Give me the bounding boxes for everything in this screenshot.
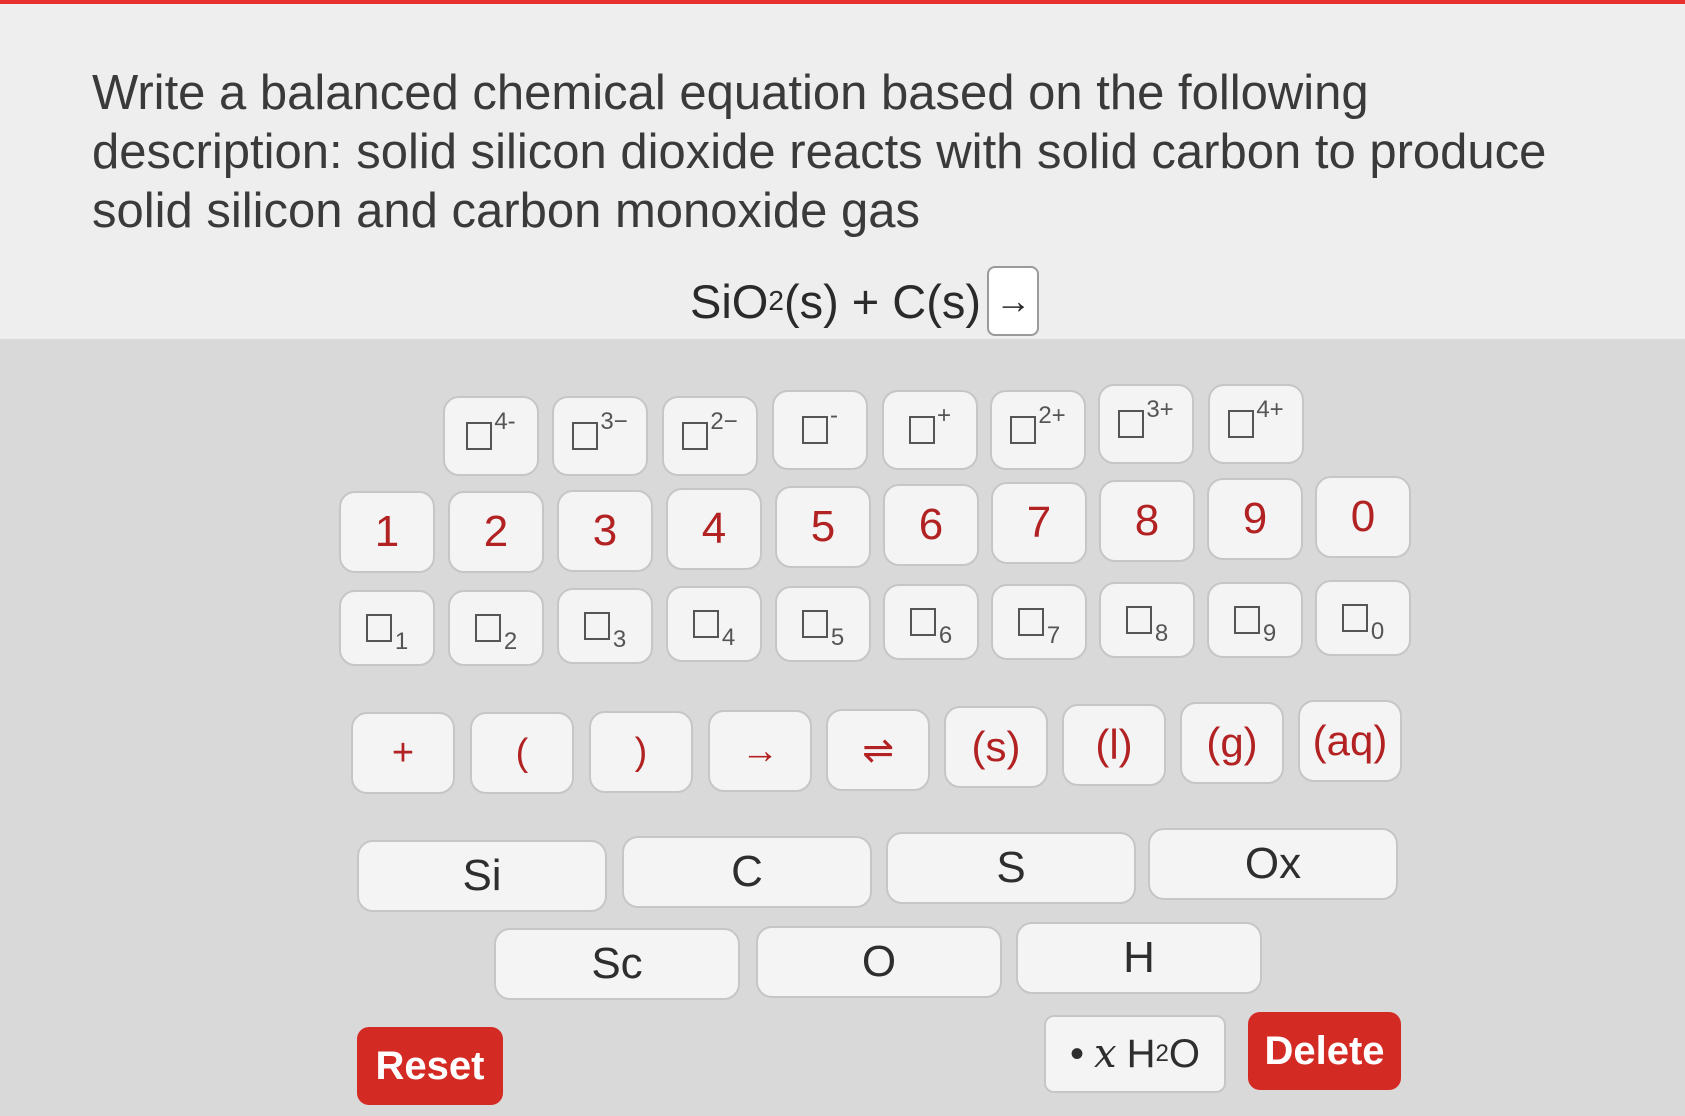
square-placeholder-icon <box>466 422 492 450</box>
square-placeholder-icon <box>1018 608 1044 636</box>
charge-label: 2− <box>710 408 738 435</box>
gas-state-key[interactable]: (g) <box>1180 702 1284 784</box>
element-key[interactable]: C <box>622 836 872 908</box>
charge-label: 2+ <box>1038 402 1066 429</box>
water-formula-h: H <box>1126 1031 1156 1076</box>
subscript-label: 1 <box>394 628 409 655</box>
square-placeholder-icon <box>1228 410 1254 438</box>
square-placeholder-icon <box>584 612 610 640</box>
charge-key[interactable] <box>882 390 978 470</box>
reset-button[interactable]: Reset <box>357 1027 503 1105</box>
equation-reactant-2: (s) + C(s) <box>783 274 982 328</box>
number-key[interactable]: 3 <box>557 490 653 572</box>
water-subscript: 2 <box>1155 1040 1169 1067</box>
number-key[interactable]: 9 <box>1207 478 1303 560</box>
square-placeholder-icon <box>1234 606 1260 634</box>
square-placeholder-icon <box>693 610 719 638</box>
charge-label: + <box>936 402 951 429</box>
number-key[interactable]: 7 <box>991 482 1087 564</box>
subscript-key[interactable] <box>557 588 653 664</box>
charge-label: 4+ <box>1256 396 1284 423</box>
arrow-icon: → <box>995 280 1032 321</box>
square-placeholder-icon <box>910 608 936 636</box>
number-key[interactable]: 2 <box>448 491 544 573</box>
number-key[interactable]: 5 <box>775 486 871 568</box>
charge-label: - <box>830 402 838 429</box>
liquid-state-key[interactable]: (l) <box>1062 704 1166 786</box>
equation-subscript: 2 <box>768 285 784 316</box>
charge-key[interactable] <box>552 396 648 476</box>
equation-display <box>690 266 1039 336</box>
subscript-label: 9 <box>1262 620 1277 647</box>
close-paren-key[interactable]: ) <box>589 711 693 793</box>
subscript-label: 8 <box>1154 620 1169 647</box>
square-placeholder-icon <box>475 614 501 642</box>
charge-key[interactable] <box>443 396 539 476</box>
square-placeholder-icon <box>909 416 935 444</box>
subscript-key[interactable] <box>1315 580 1411 656</box>
arrow-key[interactable]: → <box>708 710 812 792</box>
aqueous-state-key[interactable]: (aq) <box>1298 700 1402 782</box>
charge-label: 3+ <box>1146 396 1174 423</box>
question-panel <box>0 4 1685 339</box>
element-key[interactable]: Ox <box>1148 828 1398 900</box>
delete-button[interactable]: Delete <box>1248 1012 1401 1090</box>
water-template-button[interactable] <box>1044 1015 1226 1093</box>
charge-key[interactable] <box>1208 384 1304 464</box>
element-key[interactable]: H <box>1016 922 1262 994</box>
subscript-key[interactable] <box>339 590 435 666</box>
bullet-icon: • <box>1070 1031 1085 1076</box>
element-key[interactable]: S <box>886 832 1136 904</box>
equilibrium-key[interactable]: ⇌ <box>826 709 930 791</box>
square-placeholder-icon <box>682 422 708 450</box>
square-placeholder-icon <box>802 416 828 444</box>
subscript-key[interactable] <box>448 590 544 666</box>
square-placeholder-icon <box>1126 606 1152 634</box>
variable-x: x <box>1094 1031 1117 1077</box>
question-text: Write a balanced chemical equation based on the following description: solid silicon dioxide reacts with solid carbon to produce solid silicon and carbon monoxide gas <box>92 66 1547 238</box>
subscript-label: 7 <box>1046 622 1061 649</box>
subscript-label: 2 <box>503 628 518 655</box>
element-key[interactable]: Sc <box>494 928 740 1000</box>
subscript-label: 6 <box>938 622 953 649</box>
charge-label: 3− <box>600 408 628 435</box>
number-key[interactable]: 1 <box>339 491 435 573</box>
number-key[interactable]: 0 <box>1315 476 1411 558</box>
subscript-key[interactable] <box>666 586 762 662</box>
answer-input-box[interactable] <box>987 266 1039 336</box>
square-placeholder-icon <box>1342 604 1368 632</box>
charge-key[interactable] <box>772 390 868 470</box>
subscript-key[interactable] <box>991 584 1087 660</box>
charge-key[interactable] <box>1098 384 1194 464</box>
subscript-key[interactable] <box>775 586 871 662</box>
element-key[interactable]: Si <box>357 840 607 912</box>
square-placeholder-icon <box>1010 416 1036 444</box>
square-placeholder-icon <box>572 422 598 450</box>
subscript-key[interactable] <box>883 584 979 660</box>
element-key[interactable]: O <box>756 926 1002 998</box>
subscript-label: 0 <box>1370 618 1385 645</box>
subscript-key[interactable] <box>1207 582 1303 658</box>
open-paren-key[interactable]: ( <box>470 712 574 794</box>
subscript-label: 3 <box>612 626 627 653</box>
plus-key[interactable]: + <box>351 712 455 794</box>
charge-label: 4- <box>494 408 516 435</box>
number-key[interactable]: 4 <box>666 488 762 570</box>
subscript-key[interactable] <box>1099 582 1195 658</box>
charge-key[interactable] <box>990 390 1086 470</box>
number-key[interactable]: 8 <box>1099 480 1195 562</box>
solid-state-key[interactable]: (s) <box>944 706 1048 788</box>
subscript-label: 5 <box>830 624 845 651</box>
square-placeholder-icon <box>1118 410 1144 438</box>
number-key[interactable]: 6 <box>883 484 979 566</box>
square-placeholder-icon <box>366 614 392 642</box>
water-formula-o: O <box>1168 1031 1200 1076</box>
square-placeholder-icon <box>802 610 828 638</box>
equation-reactant-1: SiO <box>690 274 769 328</box>
subscript-label: 4 <box>721 624 736 651</box>
charge-key[interactable] <box>662 396 758 476</box>
